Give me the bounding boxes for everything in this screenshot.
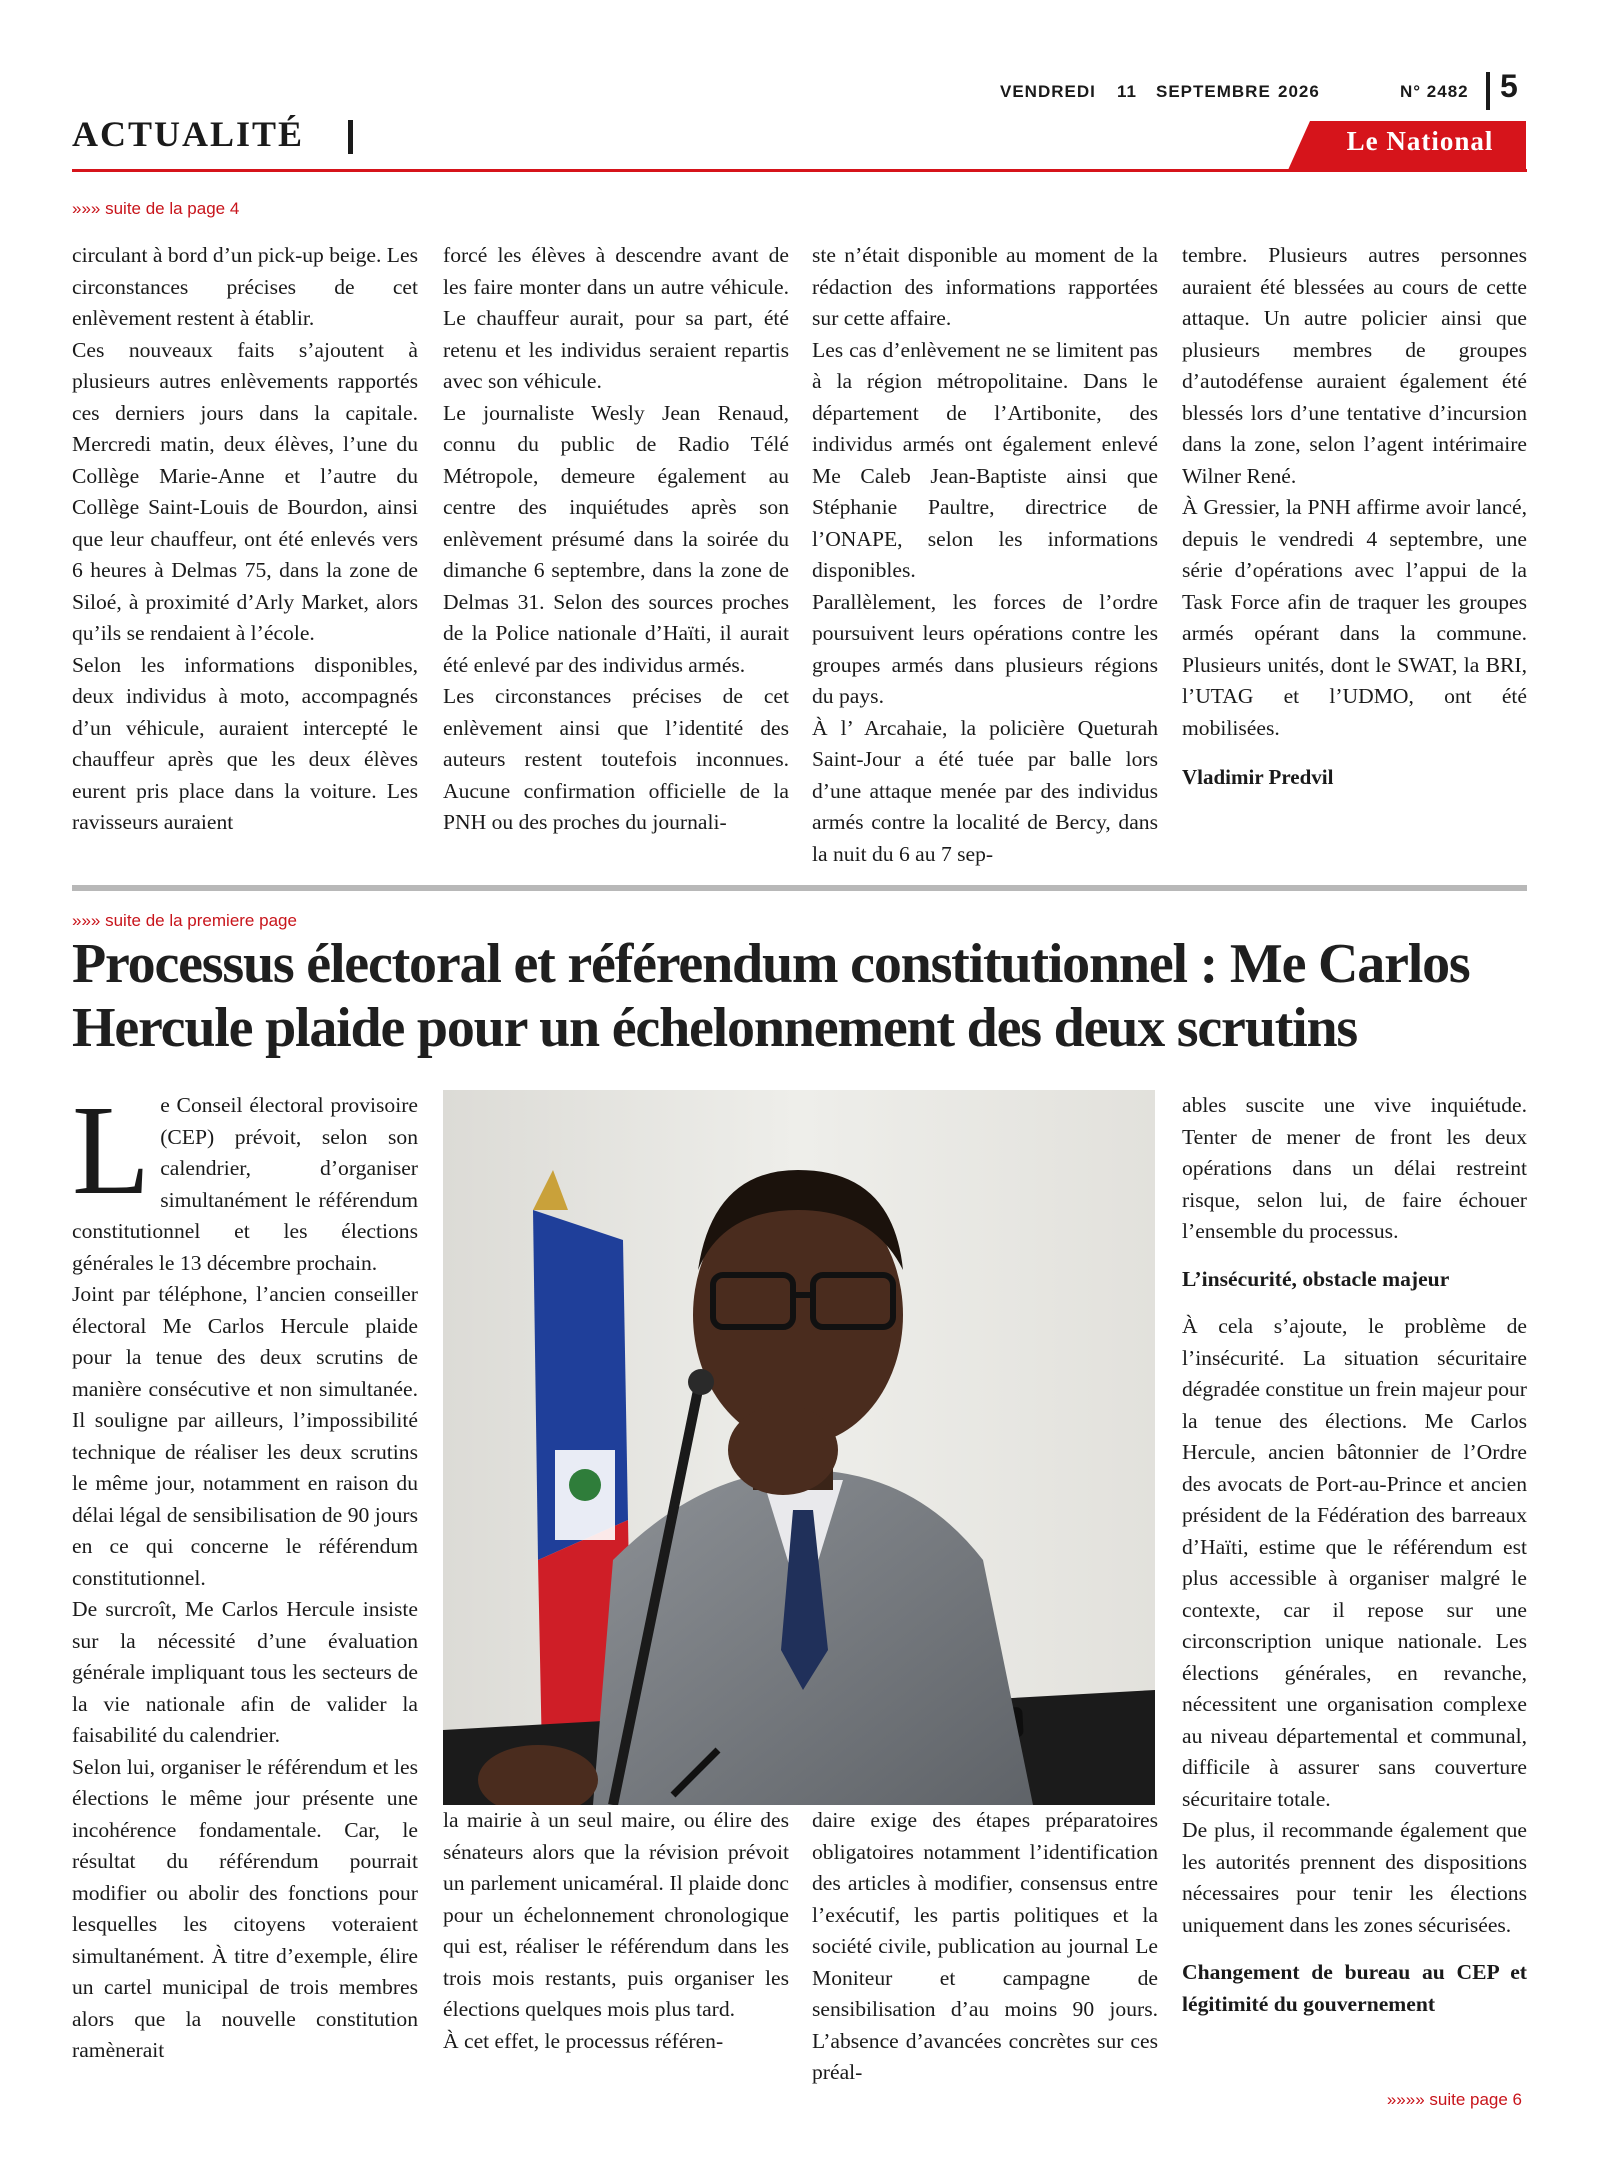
section-label: ACTUALITÉ (72, 114, 305, 154)
page-number-divider (1486, 72, 1490, 110)
paragraph: Le journaliste Wesly Jean Renaud, connu du public de Radio Télé Métropole, demeure également au centre des inquiétudes après son enlèvement présumé dans la soirée du dimanche 6 septembre, dans la zone de Delmas 31. Selon des sources proches de la Police nationale d’Haïti, il aurait été enlevé par des individus armés. (443, 400, 789, 677)
subheading: L’insécurité, obstacle majeur (1182, 1266, 1450, 1291)
article2-column-2 (443, 1805, 789, 2057)
paragraph: À cela s’ajoute, le problème de l’insécurité. La situation sécuritaire dégradée constitue un frein majeur pour la tenue des élections. Me Carlos Hercule, ancien bâtonnier de l’Ordre des avocats de Port-au-Prince et ancien président de la Fédération des barreaux d’Haïti, estime que le référendum est plus accessible à organiser malgré le contexte, car il repose sur une circonscription unique nationale. Les élections générales, en revanche, nécessitent une organisation complexe au niveau départemental et communal, difficile à assurer sans couverture sécuritaire totale. (1182, 1314, 1527, 1811)
paragraph: Selon lui, organiser le référendum et les élections le même jour présente une incohérence fondamentale. Car, le résultat du référendum pourrait modifier ou abolir des fonctions pour lesquelles les citoyens voteraient simultanément. À titre d’exemple, élire un cartel municipal de trois membres alors que la nouvelle constitution ramènerait (72, 1754, 418, 2062)
paragraph: Les circonstances précises de cet enlèvement ainsi que l’identité des auteurs restent toutefois inconnues. Aucune confirmation officielle de la PNH ou des proches du journali- (443, 684, 789, 834)
paragraph: forcé les élèves à descendre avant de les faire monter dans un autre véhicule. Le chauffeur aurait, pour sa part, été retenu et les individus seraient repartis avec son véhicule. (443, 243, 789, 393)
continued-from-label: »»» suite de la page 4 (72, 199, 240, 218)
drop-cap: L (72, 1079, 151, 1221)
continued-to-label: »»»» suite page 6 (1386, 2090, 1522, 2109)
author-byline: Vladimir Predvil (1182, 765, 1334, 789)
date-day: VENDREDI (1000, 82, 1096, 101)
paragraph: De surcroît, Me Carlos Hercule insiste sur la nécessité d’une évaluation générale impliquant tous les secteurs de la vie nationale afin de valider la faisabilité du calendrier. (72, 1597, 418, 1747)
article-photo (443, 1090, 1155, 1805)
article-divider (72, 885, 1527, 891)
paragraph: À l’ Arcahaie, la policière Queturah Saint-Jour a été tuée par balle lors d’une attaque menée par des individus armés contre la localité de Bercy, dans la nuit du 6 au 7 sep- (812, 715, 1158, 866)
paragraph: daire exige des étapes préparatoires obligatoires notamment l’identification des articles à modifier, consensus entre l’exécutif, les partis politiques et la société civile, publication au journal Le Moniteur et campagne de sensibilisation d’au moins 90 jours. L’absence d’avancées concrètes sur ces préal- (812, 1808, 1158, 2084)
article1-column-1 (72, 240, 418, 839)
lead-text: e Conseil électoral provisoire (CEP) prévoit, selon son calendrier, d’organiser simultanément le référendum constitutionnel et les élections générales le 13 décembre prochain. (72, 1093, 418, 1275)
paragraph: De plus, il recommande également que les autorités prennent des dispositions nécessaires pour tenir les élections uniquement dans les zones sécurisées. (1182, 1818, 1527, 1937)
article2-column-4 (1182, 1090, 1527, 2020)
header-rule (72, 169, 1527, 172)
article1-column-2 (443, 240, 789, 839)
subheading: Changement de bureau au CEP et légitimité du gouvernement (1182, 1960, 1527, 2016)
paragraph: circulant à bord d’un pick-up beige. Les circonstances précises de cet enlèvement restent à établir. (72, 243, 418, 330)
paragraph: ables suscite une vive inquiétude. Tenter de mener de front les deux opérations dans un délai restreint risque, selon lui, de faire échouer l’ensemble du processus. (1182, 1093, 1527, 1243)
paragraph: Selon les informations disponibles, deux individus à moto, accompagnés d’un véhicule, auraient intercepté le chauffeur après que les deux élèves eurent pris place dans la voiture. Les ravisseurs auraient (72, 652, 418, 834)
paragraph: Les cas d’enlèvement ne se limitent pas à la région métropolitaine. Dans le département de l’Artibonite, des individus armés ont également enlevé Me Caleb Jean-Baptiste ainsi que Stéphanie Paultre, directrice de l’ONAPE, selon les informations disponibles. (812, 337, 1158, 582)
paragraph (72, 1079, 418, 1279)
issue-number: N° 2482 (1400, 82, 1469, 101)
paragraph: ste n’était disponible au moment de la rédaction des informations rapportées sur cette affaire. (812, 243, 1158, 330)
paragraph: tembre. Plusieurs autres personnes auraient été blessées au cours de cette attaque. Un autre policier ainsi que plusieurs membres de groupes d’autodéfense auraient également été blessés lors d’une tentative d’incursion dans la zone, selon l’agent intérimaire Wilner René. (1182, 243, 1527, 488)
page-number: 5 (1500, 68, 1518, 104)
continued-from-label: »»» suite de la premiere page (72, 911, 297, 930)
article1-column-4 (1182, 240, 1527, 794)
section-divider (348, 120, 353, 154)
paragraph: Ces nouveaux faits s’ajoutent à plusieurs autres enlèvements rapportés ces derniers jours dans la capitale. Mercredi matin, deux élèves, l’une du Collège Marie-Anne et l’autre du Collège Saint-Louis de Bourdon, ainsi que leur chauffeur, ont été enlevés vers 6 heures à Delmas 75, dans la zone de Siloé, à proximité d’Arly Market, alors qu’ils se rendaient à l’école. (72, 337, 418, 645)
article1-column-3 (812, 240, 1158, 870)
paragraph: À Gressier, la PNH affirme avoir lancé, depuis le vendredi 4 septembre, une série d’opérations avec l’appui de la Task Force afin de traquer les groupes armés opérant dans la commune. Plusieurs unités, dont le SWAT, la BRI, l’UTAG et l’UDMO, ont été mobilisées. (1182, 495, 1527, 740)
paragraph: Joint par téléphone, l’ancien conseiller électoral Me Carlos Hercule plaide pour la tenue des deux scrutins de manière consécutive et non simultanée. Il souligne par ailleurs, l’impossibilité technique de réaliser les deux scrutins le même jour, notamment en raison du délai légal de sensibilisation de 90 jours en ce qui concerne le référendum constitutionnel. (72, 1282, 418, 1590)
date-number: 11 (1117, 82, 1137, 101)
date-month: SEPTEMBRE (1156, 82, 1271, 101)
article-headline: Processus électoral et référendum constitutionnel : Me Carlos Hercule plaide pour un échelonnement des deux scrutins (72, 933, 1470, 1059)
date-year: 2026 (1278, 82, 1320, 101)
brand-name: Le National (1346, 126, 1494, 156)
article2-column-3 (812, 1805, 1158, 2089)
paragraph: Parallèlement, les forces de l’ordre poursuivent leurs opérations contre les groupes armés dans plusieurs régions du pays. (812, 589, 1158, 708)
paragraph: la mairie à un seul maire, ou élire des sénateurs alors que la révision prévoit un parlement unicaméral. Il plaide donc pour un échelonnement chronologique qui est, réaliser le référendum dans les trois mois restants, puis organiser les élections quelques mois plus tard. (443, 1808, 789, 2021)
paragraph: À cet effet, le processus référen- (443, 2028, 724, 2053)
article2-column-1 (72, 1079, 418, 2067)
